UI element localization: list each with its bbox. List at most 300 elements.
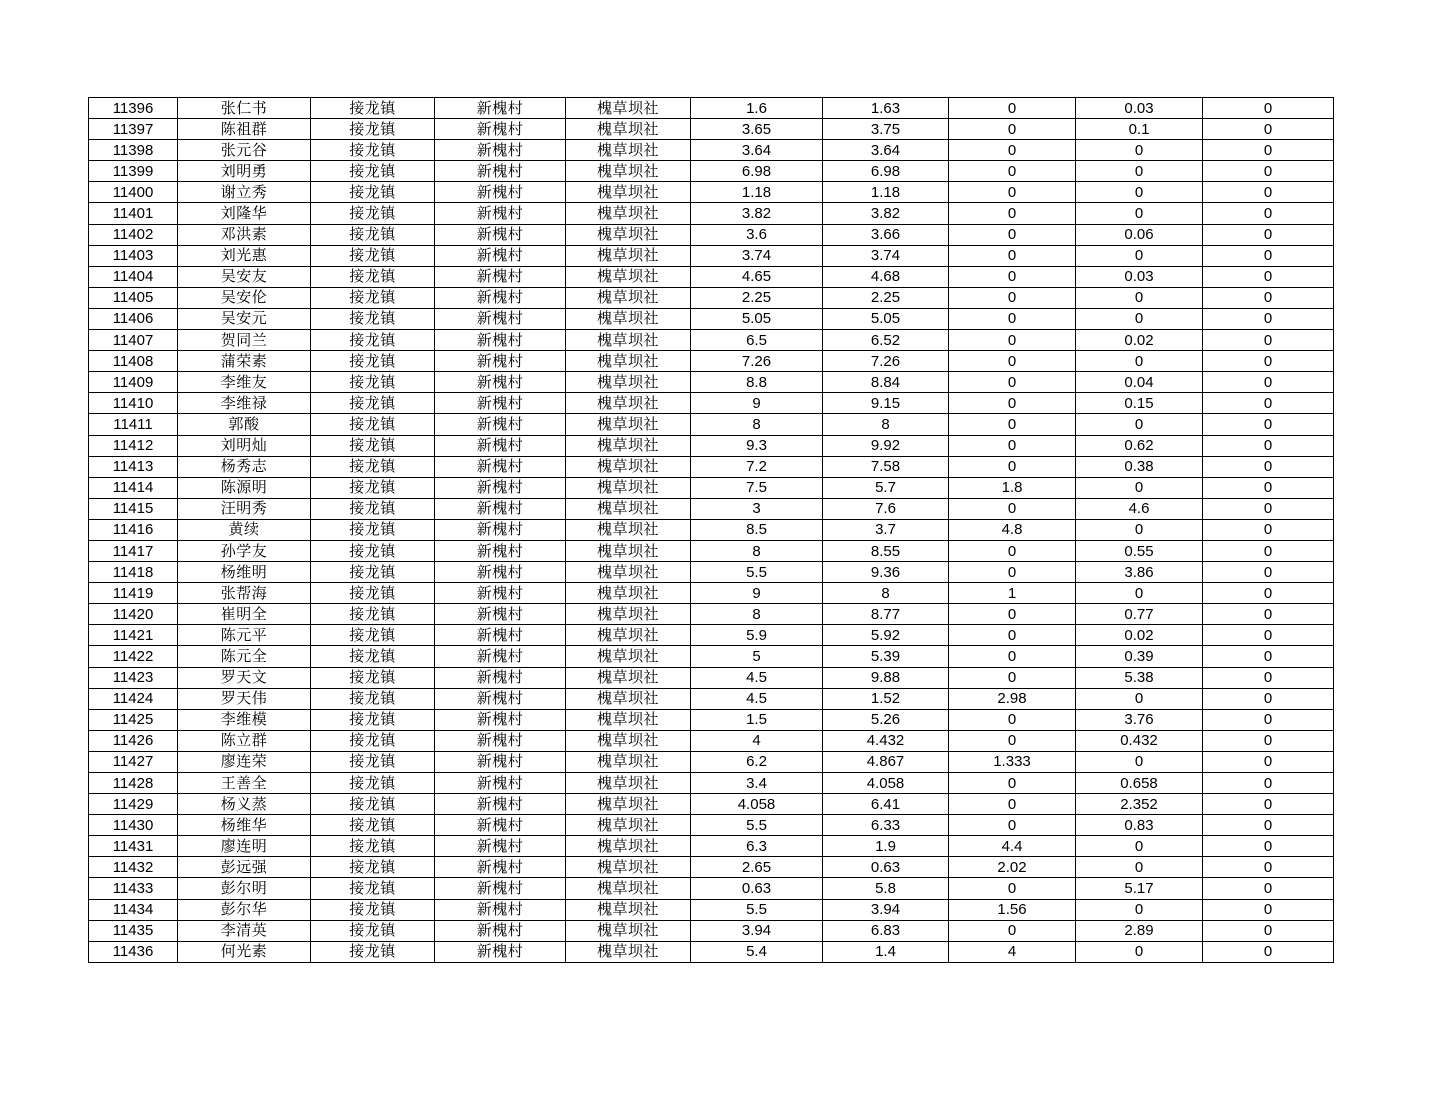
cell-community: 槐草坝社 bbox=[566, 477, 691, 498]
cell-value2: 2.25 bbox=[823, 287, 949, 308]
cell-town: 接龙镇 bbox=[311, 773, 435, 794]
cell-value4: 0.03 bbox=[1076, 98, 1203, 119]
cell-value4: 0 bbox=[1076, 519, 1203, 540]
cell-community: 槐草坝社 bbox=[566, 625, 691, 646]
cell-id: 11419 bbox=[89, 583, 178, 604]
cell-value4: 2.352 bbox=[1076, 794, 1203, 815]
cell-value3: 0 bbox=[949, 393, 1076, 414]
cell-value3: 0 bbox=[949, 140, 1076, 161]
cell-value1: 8.5 bbox=[691, 519, 823, 540]
cell-value5: 0 bbox=[1203, 161, 1334, 182]
cell-value5: 0 bbox=[1203, 245, 1334, 266]
cell-value3: 0 bbox=[949, 330, 1076, 351]
cell-value1: 8 bbox=[691, 540, 823, 561]
cell-village: 新槐村 bbox=[435, 730, 566, 751]
table-row bbox=[89, 393, 1334, 414]
cell-value2: 5.39 bbox=[823, 646, 949, 667]
cell-id: 11424 bbox=[89, 688, 178, 709]
table-row bbox=[89, 857, 1334, 878]
cell-id: 11427 bbox=[89, 751, 178, 772]
cell-id: 11416 bbox=[89, 519, 178, 540]
cell-village: 新槐村 bbox=[435, 857, 566, 878]
cell-value2: 1.4 bbox=[823, 941, 949, 962]
cell-town: 接龙镇 bbox=[311, 730, 435, 751]
cell-community: 槐草坝社 bbox=[566, 351, 691, 372]
table-row bbox=[89, 203, 1334, 224]
cell-town: 接龙镇 bbox=[311, 161, 435, 182]
cell-value5: 0 bbox=[1203, 709, 1334, 730]
cell-value1: 6.2 bbox=[691, 751, 823, 772]
cell-name: 刘隆华 bbox=[178, 203, 311, 224]
cell-community: 槐草坝社 bbox=[566, 224, 691, 245]
cell-value1: 9 bbox=[691, 393, 823, 414]
cell-town: 接龙镇 bbox=[311, 899, 435, 920]
cell-value4: 5.17 bbox=[1076, 878, 1203, 899]
data-table bbox=[88, 97, 1334, 963]
cell-community: 槐草坝社 bbox=[566, 266, 691, 287]
cell-town: 接龙镇 bbox=[311, 667, 435, 688]
cell-name: 杨维明 bbox=[178, 562, 311, 583]
cell-value2: 5.26 bbox=[823, 709, 949, 730]
cell-value4: 0.38 bbox=[1076, 456, 1203, 477]
cell-value1: 4.058 bbox=[691, 794, 823, 815]
cell-community: 槐草坝社 bbox=[566, 308, 691, 329]
cell-value3: 0 bbox=[949, 920, 1076, 941]
cell-value4: 0.02 bbox=[1076, 330, 1203, 351]
cell-value1: 5 bbox=[691, 646, 823, 667]
table-row bbox=[89, 414, 1334, 435]
cell-value1: 0.63 bbox=[691, 878, 823, 899]
cell-value4: 0 bbox=[1076, 161, 1203, 182]
cell-value5: 0 bbox=[1203, 393, 1334, 414]
cell-name: 刘明勇 bbox=[178, 161, 311, 182]
cell-value2: 8 bbox=[823, 414, 949, 435]
cell-town: 接龙镇 bbox=[311, 435, 435, 456]
cell-value4: 0 bbox=[1076, 751, 1203, 772]
cell-community: 槐草坝社 bbox=[566, 709, 691, 730]
cell-village: 新槐村 bbox=[435, 625, 566, 646]
cell-town: 接龙镇 bbox=[311, 604, 435, 625]
cell-id: 11414 bbox=[89, 477, 178, 498]
cell-name: 陈祖群 bbox=[178, 119, 311, 140]
table-row bbox=[89, 245, 1334, 266]
cell-value1: 5.5 bbox=[691, 815, 823, 836]
cell-village: 新槐村 bbox=[435, 540, 566, 561]
cell-town: 接龙镇 bbox=[311, 182, 435, 203]
cell-value1: 7.2 bbox=[691, 456, 823, 477]
cell-name: 王善全 bbox=[178, 773, 311, 794]
cell-village: 新槐村 bbox=[435, 435, 566, 456]
cell-village: 新槐村 bbox=[435, 203, 566, 224]
cell-name: 彭远强 bbox=[178, 857, 311, 878]
table-row bbox=[89, 287, 1334, 308]
cell-town: 接龙镇 bbox=[311, 140, 435, 161]
cell-value2: 3.75 bbox=[823, 119, 949, 140]
cell-value3: 4.8 bbox=[949, 519, 1076, 540]
cell-value4: 0.83 bbox=[1076, 815, 1203, 836]
table-row bbox=[89, 920, 1334, 941]
cell-value1: 5.5 bbox=[691, 899, 823, 920]
table-row bbox=[89, 941, 1334, 962]
cell-value2: 6.98 bbox=[823, 161, 949, 182]
cell-value2: 4.68 bbox=[823, 266, 949, 287]
cell-name: 黄续 bbox=[178, 519, 311, 540]
cell-name: 杨义蒸 bbox=[178, 794, 311, 815]
cell-value2: 5.8 bbox=[823, 878, 949, 899]
cell-community: 槐草坝社 bbox=[566, 414, 691, 435]
cell-value2: 7.6 bbox=[823, 498, 949, 519]
cell-community: 槐草坝社 bbox=[566, 519, 691, 540]
table-row bbox=[89, 583, 1334, 604]
cell-value5: 0 bbox=[1203, 540, 1334, 561]
cell-value1: 3.74 bbox=[691, 245, 823, 266]
cell-id: 11403 bbox=[89, 245, 178, 266]
cell-value2: 9.15 bbox=[823, 393, 949, 414]
cell-value2: 5.05 bbox=[823, 308, 949, 329]
cell-value1: 3.64 bbox=[691, 140, 823, 161]
table-row bbox=[89, 456, 1334, 477]
table-row bbox=[89, 435, 1334, 456]
cell-name: 刘明灿 bbox=[178, 435, 311, 456]
cell-town: 接龙镇 bbox=[311, 203, 435, 224]
cell-community: 槐草坝社 bbox=[566, 730, 691, 751]
cell-value3: 0 bbox=[949, 182, 1076, 203]
cell-value4: 0.06 bbox=[1076, 224, 1203, 245]
cell-name: 陈立群 bbox=[178, 730, 311, 751]
cell-value3: 1.333 bbox=[949, 751, 1076, 772]
cell-value4: 0 bbox=[1076, 414, 1203, 435]
cell-village: 新槐村 bbox=[435, 773, 566, 794]
cell-value3: 0 bbox=[949, 372, 1076, 393]
table-row bbox=[89, 182, 1334, 203]
cell-name: 张仁书 bbox=[178, 98, 311, 119]
cell-value4: 0 bbox=[1076, 899, 1203, 920]
cell-id: 11406 bbox=[89, 308, 178, 329]
cell-id: 11411 bbox=[89, 414, 178, 435]
cell-value4: 0.62 bbox=[1076, 435, 1203, 456]
cell-value4: 0 bbox=[1076, 477, 1203, 498]
cell-community: 槐草坝社 bbox=[566, 688, 691, 709]
cell-value5: 0 bbox=[1203, 330, 1334, 351]
cell-value4: 0.02 bbox=[1076, 625, 1203, 646]
cell-id: 11409 bbox=[89, 372, 178, 393]
cell-value5: 0 bbox=[1203, 182, 1334, 203]
table-row bbox=[89, 498, 1334, 519]
table-row bbox=[89, 773, 1334, 794]
cell-value5: 0 bbox=[1203, 794, 1334, 815]
cell-value5: 0 bbox=[1203, 498, 1334, 519]
cell-value5: 0 bbox=[1203, 372, 1334, 393]
cell-town: 接龙镇 bbox=[311, 540, 435, 561]
cell-value5: 0 bbox=[1203, 878, 1334, 899]
table-row bbox=[89, 625, 1334, 646]
cell-value4: 0 bbox=[1076, 140, 1203, 161]
cell-value1: 6.98 bbox=[691, 161, 823, 182]
cell-id: 11413 bbox=[89, 456, 178, 477]
table-row bbox=[89, 646, 1334, 667]
cell-name: 贺同兰 bbox=[178, 330, 311, 351]
cell-value3: 0 bbox=[949, 203, 1076, 224]
table-row bbox=[89, 98, 1334, 119]
cell-value3: 1 bbox=[949, 583, 1076, 604]
cell-value5: 0 bbox=[1203, 646, 1334, 667]
cell-community: 槐草坝社 bbox=[566, 182, 691, 203]
table-row bbox=[89, 730, 1334, 751]
cell-town: 接龙镇 bbox=[311, 583, 435, 604]
cell-value1: 9.3 bbox=[691, 435, 823, 456]
cell-value5: 0 bbox=[1203, 688, 1334, 709]
cell-value5: 0 bbox=[1203, 351, 1334, 372]
cell-id: 11408 bbox=[89, 351, 178, 372]
cell-value5: 0 bbox=[1203, 562, 1334, 583]
cell-id: 11400 bbox=[89, 182, 178, 203]
cell-name: 杨秀志 bbox=[178, 456, 311, 477]
cell-value2: 8 bbox=[823, 583, 949, 604]
cell-community: 槐草坝社 bbox=[566, 646, 691, 667]
cell-value5: 0 bbox=[1203, 667, 1334, 688]
cell-value5: 0 bbox=[1203, 287, 1334, 308]
cell-value1: 5.9 bbox=[691, 625, 823, 646]
table-row bbox=[89, 709, 1334, 730]
cell-value4: 3.86 bbox=[1076, 562, 1203, 583]
cell-community: 槐草坝社 bbox=[566, 562, 691, 583]
cell-name: 彭尔华 bbox=[178, 899, 311, 920]
cell-town: 接龙镇 bbox=[311, 372, 435, 393]
cell-value5: 0 bbox=[1203, 456, 1334, 477]
table-row bbox=[89, 688, 1334, 709]
cell-value4: 0.39 bbox=[1076, 646, 1203, 667]
cell-village: 新槐村 bbox=[435, 667, 566, 688]
cell-value5: 0 bbox=[1203, 625, 1334, 646]
cell-village: 新槐村 bbox=[435, 245, 566, 266]
cell-value3: 0 bbox=[949, 98, 1076, 119]
cell-id: 11415 bbox=[89, 498, 178, 519]
cell-value4: 3.76 bbox=[1076, 709, 1203, 730]
cell-town: 接龙镇 bbox=[311, 224, 435, 245]
cell-community: 槐草坝社 bbox=[566, 836, 691, 857]
cell-name: 廖连荣 bbox=[178, 751, 311, 772]
cell-value2: 7.58 bbox=[823, 456, 949, 477]
cell-community: 槐草坝社 bbox=[566, 857, 691, 878]
cell-value4: 5.38 bbox=[1076, 667, 1203, 688]
cell-name: 谢立秀 bbox=[178, 182, 311, 203]
cell-value1: 7.26 bbox=[691, 351, 823, 372]
cell-value5: 0 bbox=[1203, 203, 1334, 224]
table-body bbox=[89, 98, 1334, 963]
table-row bbox=[89, 330, 1334, 351]
cell-value3: 0 bbox=[949, 224, 1076, 245]
cell-community: 槐草坝社 bbox=[566, 899, 691, 920]
cell-value2: 3.64 bbox=[823, 140, 949, 161]
cell-village: 新槐村 bbox=[435, 562, 566, 583]
cell-value4: 0 bbox=[1076, 308, 1203, 329]
cell-community: 槐草坝社 bbox=[566, 372, 691, 393]
cell-town: 接龙镇 bbox=[311, 794, 435, 815]
cell-value2: 3.7 bbox=[823, 519, 949, 540]
cell-town: 接龙镇 bbox=[311, 330, 435, 351]
cell-town: 接龙镇 bbox=[311, 245, 435, 266]
cell-community: 槐草坝社 bbox=[566, 667, 691, 688]
cell-value2: 1.63 bbox=[823, 98, 949, 119]
cell-community: 槐草坝社 bbox=[566, 815, 691, 836]
cell-value5: 0 bbox=[1203, 604, 1334, 625]
cell-value2: 7.26 bbox=[823, 351, 949, 372]
cell-value2: 6.41 bbox=[823, 794, 949, 815]
cell-town: 接龙镇 bbox=[311, 836, 435, 857]
cell-community: 槐草坝社 bbox=[566, 583, 691, 604]
cell-value4: 0 bbox=[1076, 287, 1203, 308]
table-row bbox=[89, 562, 1334, 583]
cell-name: 廖连明 bbox=[178, 836, 311, 857]
cell-value1: 4 bbox=[691, 730, 823, 751]
cell-value3: 0 bbox=[949, 245, 1076, 266]
cell-value3: 0 bbox=[949, 308, 1076, 329]
cell-id: 11410 bbox=[89, 393, 178, 414]
cell-name: 郭酸 bbox=[178, 414, 311, 435]
cell-town: 接龙镇 bbox=[311, 456, 435, 477]
cell-value5: 0 bbox=[1203, 730, 1334, 751]
cell-value5: 0 bbox=[1203, 140, 1334, 161]
cell-value5: 0 bbox=[1203, 899, 1334, 920]
cell-value1: 4.5 bbox=[691, 667, 823, 688]
cell-name: 张帮海 bbox=[178, 583, 311, 604]
cell-value2: 1.18 bbox=[823, 182, 949, 203]
cell-value3: 0 bbox=[949, 709, 1076, 730]
cell-name: 张元谷 bbox=[178, 140, 311, 161]
cell-value3: 0 bbox=[949, 730, 1076, 751]
cell-id: 11425 bbox=[89, 709, 178, 730]
cell-id: 11401 bbox=[89, 203, 178, 224]
cell-name: 汪明秀 bbox=[178, 498, 311, 519]
cell-value3: 0 bbox=[949, 287, 1076, 308]
cell-value2: 6.52 bbox=[823, 330, 949, 351]
cell-community: 槐草坝社 bbox=[566, 330, 691, 351]
cell-id: 11417 bbox=[89, 540, 178, 561]
cell-community: 槐草坝社 bbox=[566, 119, 691, 140]
cell-town: 接龙镇 bbox=[311, 920, 435, 941]
table-row bbox=[89, 878, 1334, 899]
table-row bbox=[89, 372, 1334, 393]
cell-town: 接龙镇 bbox=[311, 751, 435, 772]
cell-value1: 1.5 bbox=[691, 709, 823, 730]
cell-town: 接龙镇 bbox=[311, 519, 435, 540]
cell-village: 新槐村 bbox=[435, 456, 566, 477]
cell-village: 新槐村 bbox=[435, 583, 566, 604]
cell-village: 新槐村 bbox=[435, 836, 566, 857]
table-row bbox=[89, 836, 1334, 857]
table-row bbox=[89, 140, 1334, 161]
cell-community: 槐草坝社 bbox=[566, 245, 691, 266]
cell-village: 新槐村 bbox=[435, 330, 566, 351]
cell-value2: 5.7 bbox=[823, 477, 949, 498]
cell-town: 接龙镇 bbox=[311, 709, 435, 730]
cell-value1: 7.5 bbox=[691, 477, 823, 498]
cell-village: 新槐村 bbox=[435, 794, 566, 815]
cell-village: 新槐村 bbox=[435, 372, 566, 393]
cell-value3: 4 bbox=[949, 941, 1076, 962]
cell-value4: 0.77 bbox=[1076, 604, 1203, 625]
cell-id: 11435 bbox=[89, 920, 178, 941]
table-row bbox=[89, 477, 1334, 498]
cell-value1: 3.65 bbox=[691, 119, 823, 140]
table-row bbox=[89, 815, 1334, 836]
cell-id: 11405 bbox=[89, 287, 178, 308]
cell-value4: 0.03 bbox=[1076, 266, 1203, 287]
cell-community: 槐草坝社 bbox=[566, 287, 691, 308]
cell-value1: 8.8 bbox=[691, 372, 823, 393]
table-row bbox=[89, 119, 1334, 140]
cell-value1: 5.05 bbox=[691, 308, 823, 329]
cell-village: 新槐村 bbox=[435, 182, 566, 203]
cell-id: 11396 bbox=[89, 98, 178, 119]
cell-community: 槐草坝社 bbox=[566, 941, 691, 962]
cell-village: 新槐村 bbox=[435, 224, 566, 245]
cell-name: 吴安元 bbox=[178, 308, 311, 329]
cell-value1: 3 bbox=[691, 498, 823, 519]
cell-value2: 6.33 bbox=[823, 815, 949, 836]
cell-value2: 3.74 bbox=[823, 245, 949, 266]
cell-community: 槐草坝社 bbox=[566, 498, 691, 519]
cell-village: 新槐村 bbox=[435, 751, 566, 772]
cell-value1: 2.65 bbox=[691, 857, 823, 878]
table-row bbox=[89, 266, 1334, 287]
cell-village: 新槐村 bbox=[435, 266, 566, 287]
cell-community: 槐草坝社 bbox=[566, 604, 691, 625]
cell-value5: 0 bbox=[1203, 751, 1334, 772]
cell-id: 11429 bbox=[89, 794, 178, 815]
cell-value2: 8.55 bbox=[823, 540, 949, 561]
cell-id: 11433 bbox=[89, 878, 178, 899]
cell-id: 11431 bbox=[89, 836, 178, 857]
cell-value2: 9.88 bbox=[823, 667, 949, 688]
cell-village: 新槐村 bbox=[435, 414, 566, 435]
cell-value3: 0 bbox=[949, 498, 1076, 519]
table-row bbox=[89, 899, 1334, 920]
cell-id: 11397 bbox=[89, 119, 178, 140]
cell-value4: 0 bbox=[1076, 351, 1203, 372]
cell-id: 11420 bbox=[89, 604, 178, 625]
cell-id: 11436 bbox=[89, 941, 178, 962]
cell-value2: 9.36 bbox=[823, 562, 949, 583]
cell-village: 新槐村 bbox=[435, 709, 566, 730]
cell-town: 接龙镇 bbox=[311, 414, 435, 435]
cell-value1: 8 bbox=[691, 414, 823, 435]
table-row bbox=[89, 519, 1334, 540]
cell-value1: 9 bbox=[691, 583, 823, 604]
cell-community: 槐草坝社 bbox=[566, 794, 691, 815]
cell-value3: 0 bbox=[949, 119, 1076, 140]
cell-value5: 0 bbox=[1203, 941, 1334, 962]
cell-value1: 5.5 bbox=[691, 562, 823, 583]
cell-community: 槐草坝社 bbox=[566, 456, 691, 477]
cell-town: 接龙镇 bbox=[311, 98, 435, 119]
cell-village: 新槐村 bbox=[435, 161, 566, 182]
cell-id: 11423 bbox=[89, 667, 178, 688]
cell-community: 槐草坝社 bbox=[566, 140, 691, 161]
cell-value2: 4.432 bbox=[823, 730, 949, 751]
cell-value3: 0 bbox=[949, 815, 1076, 836]
cell-value4: 0.55 bbox=[1076, 540, 1203, 561]
cell-id: 11402 bbox=[89, 224, 178, 245]
cell-value5: 0 bbox=[1203, 98, 1334, 119]
cell-value4: 0 bbox=[1076, 941, 1203, 962]
cell-name: 陈元平 bbox=[178, 625, 311, 646]
cell-id: 11398 bbox=[89, 140, 178, 161]
cell-town: 接龙镇 bbox=[311, 815, 435, 836]
cell-value3: 0 bbox=[949, 773, 1076, 794]
cell-village: 新槐村 bbox=[435, 98, 566, 119]
cell-village: 新槐村 bbox=[435, 920, 566, 941]
